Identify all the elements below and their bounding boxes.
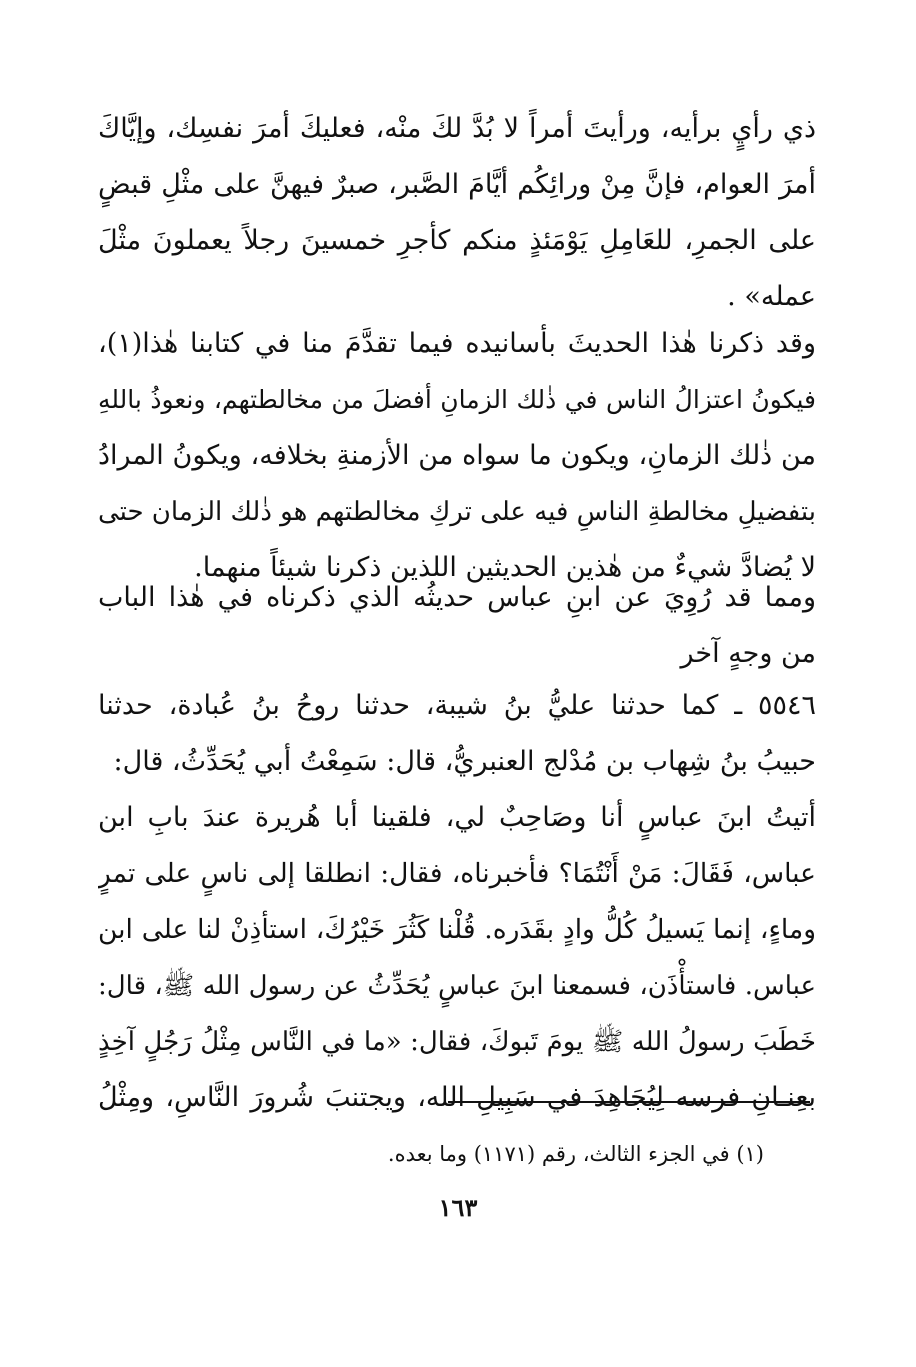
- text-line: ذي رأيٍ برأيه، ورأيتَ أمراً لا بُدَّ لكَ منْه، فعليكَ أمرَ نفسِك، وإيَّاكَ: [98, 113, 816, 144]
- paragraph-1: [98, 101, 816, 325]
- text-line: لا يُضادَّ شيءٌ من هٰذين الحديثين اللذين ذكرنا شيئاً منهما.: [194, 552, 816, 583]
- paragraph-4-hadith-number: [98, 678, 816, 790]
- paragraph-5: [98, 790, 816, 1126]
- text-line: عباس. فاستأْذَن، فسمعنا ابنَ عباسٍ يُحَدِّثُ عن رسول الله ﷺ، قال:: [98, 971, 816, 1001]
- text-line: خَطَبَ رسولُ الله ﷺ يومَ تَبوكَ، فقال: «ما في النَّاس مِثْلُ رَجُلٍ آخِذٍ: [98, 1027, 816, 1057]
- text-line: عمله» .: [727, 281, 816, 312]
- footnote: (١) في الجزء الثالث، رقم (١١٧١) وما بعده.: [387, 1142, 764, 1166]
- paragraph-3: [98, 570, 816, 682]
- text-line: عباس، فَقَالَ: مَنْ أَنْتُمَا؟ فأخبرناه، فقال: انطلقا إلى ناسٍ على تمرٍ: [98, 858, 816, 889]
- text-line: فيكونُ اعتزالُ الناس في ذٰلك الزمانِ أفضلَ من مخالطتهم، ونعوذُ باللهِ: [98, 385, 816, 414]
- text-line: ومما قد رُوِيَ عن ابنِ عباس حديثُه الذي ذكرناه في هٰذا الباب: [98, 582, 816, 613]
- text-line: ٥٥٤٦ ـ كما حدثنا عليُّ بنُ شيبة، حدثنا روحُ بنُ عُبادة، حدثنا: [98, 690, 816, 721]
- text-line: من وجهٍ آخر: [680, 638, 816, 669]
- text-line: أمرَ العوام، فإنَّ مِنْ ورائِكُم أيَّامَ الصَّبر، صبرٌ فيهنَّ على مثْلِ قبضٍ: [98, 169, 816, 200]
- text-line: على الجمرِ، للعَامِلِ يَوْمَئذٍ منكم كأجرِ خمسينَ رجلاً يعملونَ مثْلَ: [98, 225, 816, 256]
- text-line: من ذٰلك الزمانِ، ويكون ما سواه من الأزمنةِ بخلافه، ويكونُ المرادُ: [98, 440, 816, 471]
- text-line: بعِنـانِ فرسه لِيُجَاهِدَ في سَبِيلِ الله، ويجتنبَ شُرورَ النَّاسِ، ومِثْلُ: [98, 1082, 816, 1113]
- paragraph-2: [98, 316, 816, 596]
- footnote-separator: [448, 1101, 810, 1103]
- text-line: وقد ذكرنا هٰذا الحديثَ بأسانيده فيما تقدَّمَ منا في كتابنا هٰذا(١)،: [98, 328, 816, 359]
- text-line: أتيتُ ابنَ عباسٍ أنا وصَاحِبٌ لي، فلقينا أبا هُريرة عندَ بابِ ابن: [98, 802, 816, 833]
- text-line: حبيبُ بنُ شِهاب بن مُدْلج العنبريُّ، قال: سَمِعْتُ أبي يُحَدِّثُ، قال:: [113, 746, 816, 777]
- text-line: بتفضيلِ مخالطةِ الناسِ فيه على تركِ مخالطتهم هو ذٰلك الزمان حتى: [98, 497, 816, 527]
- text-line: وماءٍ، إنما يَسيلُ كُلُّ وادٍ بقَدَره. قُلْنا كَثُرَ خَيْرُكَ، استأذِنْ لنا على ابن: [98, 914, 816, 945]
- page-number: ١٦٣: [438, 1193, 478, 1222]
